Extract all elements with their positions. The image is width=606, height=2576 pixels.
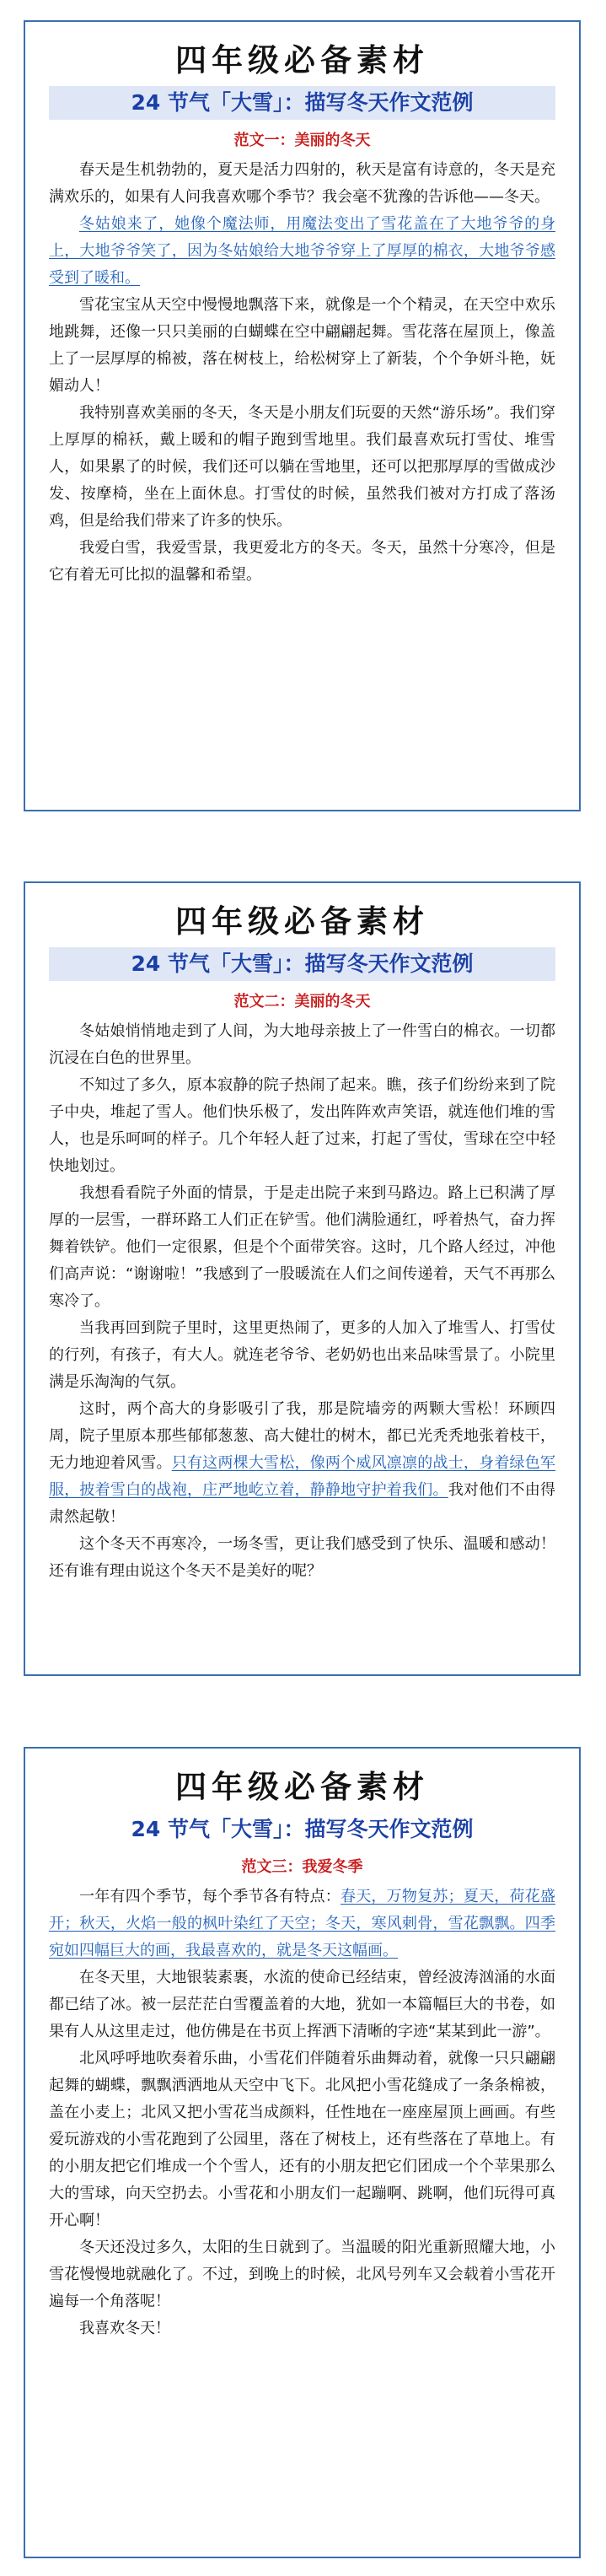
worksheet-1 xyxy=(24,20,581,811)
paragraph: 冬天还没过多久，太阳的生日就到了。当温暖的阳光重新照耀大地，小雪花慢慢地就融化了。不过，到晚上的时候，北风号列车又会载着小雪花开遍每一个角落呢！ xyxy=(49,2239,555,2310)
subtitle: 24 节气「大雪」：描写冬天作文范例 xyxy=(49,86,555,120)
paragraph: 我喜欢冬天！ xyxy=(79,2320,170,2337)
essay-title: 范文三：我爱冬季 xyxy=(241,1858,363,1876)
essay-title: 范文一：美丽的冬天 xyxy=(233,132,371,149)
paragraph-text: 一年有四个季节，每个季节各有特点： xyxy=(79,1888,341,1905)
subtitle: 24 节气「大雪」：描写冬天作文范例 xyxy=(131,1817,474,1841)
highlighted-paragraph: 冬姑娘来了，她像个魔法师，用魔法变出了雪花盖在了大地爷爷的身上，大地爷爷笑了，因为冬姑娘给大地爷爷穿上了厚厚的棉衣，大地爷爷感受到了暖和。 xyxy=(49,215,555,287)
paragraph: 春天是生机勃勃的，夏天是活力四射的，秋天是富有诗意的，冬天是充满欢乐的，如果有人问我喜欢哪个季节？我会毫不犹豫的告诉他——冬天。 xyxy=(49,161,555,206)
paragraph xyxy=(49,1883,555,1964)
paragraph: 不知过了多久，原本寂静的院子热闹了起来。瞧，孩子们纷纷来到了院子中央，堆起了雪人。他们快乐极了，发出阵阵欢声笑语，就连他们堆的雪人，也是乐呵呵的样子。几个年轻人赶了过来，打起了雪仗，雪球在空中轻快地划过。 xyxy=(49,1076,555,1175)
subtitle: 24 节气「大雪」：描写冬天作文范例 xyxy=(49,947,555,981)
paragraph: 我想看看院子外面的情景，于是走出院子来到马路边。路上已积满了厚厚的一层雪，一群环路工人们正在铲雪。他们满脸通红，呼着热气，奋力挥舞着铁铲。他们一定很累，但是个个面带笑容。这时，几个路人经过，冲他们高声说：“谢谢啦！”我感到了一股暖流在人们之间传递着，天气不再那么寒冷了。 xyxy=(49,1184,555,1310)
paragraph: 我爱白雪，我爱雪景，我更爱北方的冬天。冬天，虽然十分寒冷，但是它有着无可比拟的温馨和希望。 xyxy=(49,539,555,584)
highlighted-text: 春天，万物复苏；夏天，荷花盛开；秋天，火焰一般的枫叶染红了天空；冬天，寒风刺骨，雪花飘飘。四季宛如四幅巨大的画，我最喜欢的，就是冬天这幅画。 xyxy=(49,1888,556,1959)
worksheet-2 xyxy=(24,881,581,1676)
main-title: 四年级必备素材 xyxy=(175,1768,429,1805)
paragraph xyxy=(49,1396,555,1531)
paragraph-text: 这时，两个高大的身影吸引了我，那是院墙旁的两颗大雪松！环顾四周，院子里原本那些郁郁葱葱、高大健壮的树木，都已光秃秃地张着枝干，无力地迎着风雪。 xyxy=(49,1400,555,1472)
main-title: 四年级必备素材 xyxy=(175,41,429,78)
paragraph: 这个冬天不再寒冷，一场冬雪，更让我们感受到了快乐、温暖和感动！还有谁有理由说这个冬天不是美好的呢？ xyxy=(49,1535,555,1580)
essay-title: 范文二：美丽的冬天 xyxy=(233,993,371,1010)
main-title: 四年级必备素材 xyxy=(175,903,429,940)
paragraph: 在冬天里，大地银装素裹，水流的使命已经结束，曾经波涛汹涌的水面都已结了冰。被一层茫茫白雪覆盖着的大地，犹如一本篇幅巨大的书卷，如果有人从这里走过，他仿佛是在书页上挥洒下清晰的字迹“某某到此一游”。 xyxy=(49,1969,555,2040)
paragraph: 我特别喜欢美丽的冬天，冬天是小朋友们玩耍的天然“游乐场”。我们穿上厚厚的棉袄，戴上暖和的帽子跑到雪地里。我们最喜欢玩打雪仗、堆雪人，如果累了的时候，我们还可以躺在雪地里，还可以把那厚厚的雪做成沙发、按摩椅，坐在上面休息。打雪仗的时候，虽然我们被对方打成了落汤鸡，但是给我们带来了许多的快乐。 xyxy=(49,404,555,530)
worksheet-3 xyxy=(24,1747,581,2558)
paragraph: 雪花宝宝从天空中慢慢地飘落下来，就像是一个个精灵，在天空中欢乐地跳舞，还像一只只美丽的白蝴蝶在空中翩翩起舞。雪花落在屋顶上，像盖上了一层厚厚的棉被，落在树枝上，给松树穿上了新装，个个争妍斗艳，妩媚动人！ xyxy=(49,296,555,395)
paragraph-text: 我对他们不由得肃然起敬！ xyxy=(49,1481,555,1526)
highlighted-text: 只有这两棵大雪松，像两个威风凛凛的战士，身着绿色军服，披着雪白的战袍，庄严地屹立着，静静地守护着我们。 xyxy=(49,1454,555,1499)
paragraph: 当我再回到院子里时，这里更热闹了，更多的人加入了堆雪人、打雪仗的行列，有孩子，有大人。就连老爷爷、老奶奶也出来品味雪景了。小院里满是乐淘淘的气氛。 xyxy=(49,1319,555,1391)
paragraph: 北风呼呼地吹奏着乐曲，小雪花们伴随着乐曲舞动着，就像一只只翩翩起舞的蝴蝶，飘飘洒洒地从天空中飞下。北风把小雪花缝成了一条条棉被，盖在小麦上；北风又把小雪花当成颜料，任性地在一座座屋顶上画画。有些爱玩游戏的小雪花跑到了公园里，落在了树枝上，还有些落在了草地上。有的小朋友把它们堆成一个个雪人，还有的小朋友把它们团成一个个苹果那么大的雪球，向天空扔去。小雪花和小朋友们一起蹦啊、跳啊，他们玩得可真开心啊！ xyxy=(49,2050,555,2229)
paragraph: 冬姑娘悄悄地走到了人间，为大地母亲披上了一件雪白的棉衣。一切都沉浸在白色的世界里。 xyxy=(49,1022,555,1067)
